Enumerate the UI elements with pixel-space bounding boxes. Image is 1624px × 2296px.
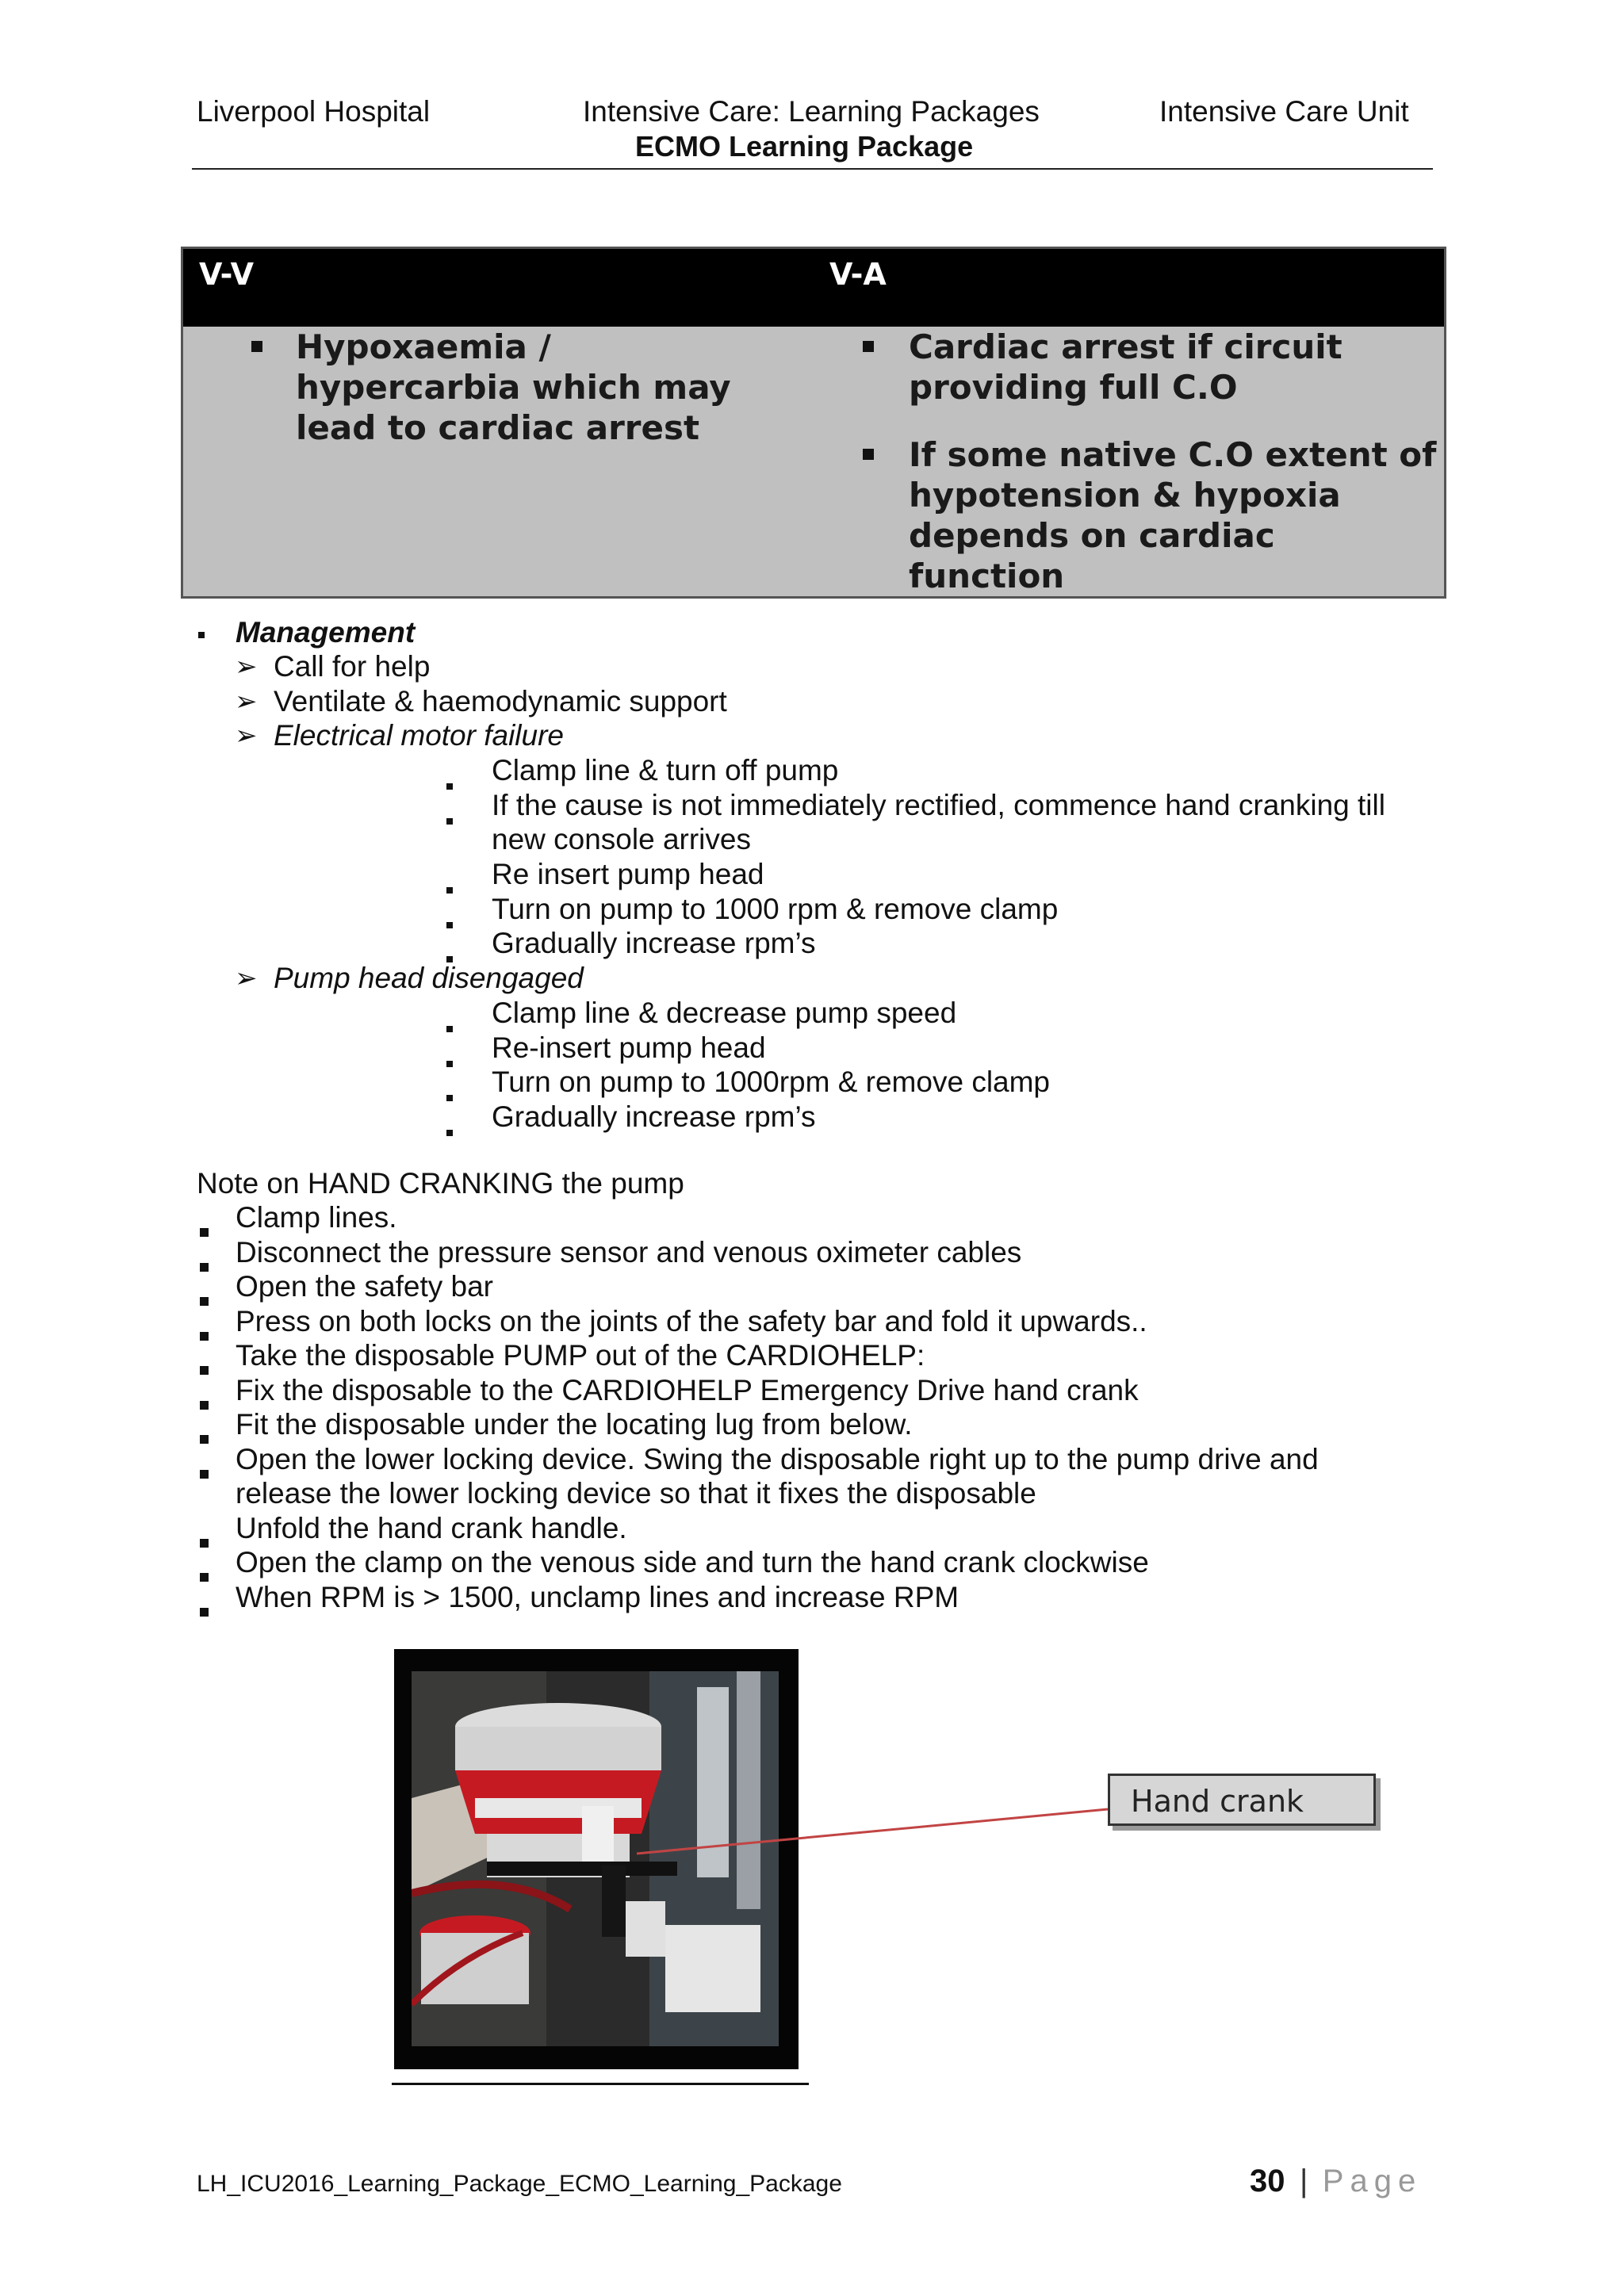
arrow-bullet-icon: ➢ <box>235 962 258 994</box>
hand-cranking-step: Take the disposable PUMP out of the CARDIOHELP: <box>236 1339 925 1372</box>
page-number: 30 <box>1250 2164 1285 2198</box>
hand-cranking-step: When RPM is > 1500, unclamp lines and increase RPM <box>236 1581 959 1613</box>
hand-cranking-step: Disconnect the pressure sensor and venous oximeter cables <box>236 1236 1022 1269</box>
electrical-step-continued: new console arrives <box>492 823 751 855</box>
arrow-bullet-icon: ➢ <box>235 686 258 718</box>
header-subtitle: ECMO Learning Package <box>635 130 974 163</box>
arrow-bullet-icon: ➢ <box>235 651 258 683</box>
hand-crank-callout: Hand crank <box>1108 1774 1376 1826</box>
pump-head-step: Turn on pump to 1000rpm & remove clamp <box>492 1066 1051 1098</box>
col-header-vv: V-V <box>182 248 814 327</box>
header-hospital: Liverpool Hospital <box>197 95 431 128</box>
pump-head-step: Clamp line & decrease pump speed <box>492 997 957 1029</box>
arrow-bullet-icon: ➢ <box>235 720 258 752</box>
header-center-title: Intensive Care: Learning Packages <box>583 95 1040 128</box>
vv-item: Hypoxaemia / hypercarbia which may lead to cardiac arrest <box>239 327 738 448</box>
electrical-step: Re insert pump head <box>492 858 764 890</box>
management-item: Call for help <box>274 650 431 683</box>
hand-cranking-step: Open the lower locking device. Swing the disposable right up to the pump drive and <box>236 1443 1319 1475</box>
footer-page-label <box>1250 2164 1422 2199</box>
va-item: If some native C.O extent of hypotension & hypoxia depends on cardiac function <box>852 434 1438 596</box>
pump-head-step: Gradually increase rpm’s <box>492 1100 816 1133</box>
management-title: Management <box>236 616 416 649</box>
hand-cranking-step: Press on both locks on the joints of the safety bar and fold it upwards.. <box>236 1305 1147 1337</box>
pump-head-step: Re-insert pump head <box>492 1031 766 1064</box>
hand-cranking-step: Open the clamp on the venous side and turn the hand crank clockwise <box>236 1546 1149 1578</box>
pump-head-title: Pump head disengaged <box>274 962 584 994</box>
va-item: Cardiac arrest if circuit providing full C.O <box>852 327 1438 408</box>
hand-cranking-step: Unfold the hand crank handle. <box>236 1512 627 1544</box>
hand-cranking-step-continued: release the lower locking device so that it fixes the disposable <box>236 1477 1036 1510</box>
electrical-failure-title: Electrical motor failure <box>274 719 565 752</box>
hand-cranking-title: Note on HAND CRANKING the pump <box>197 1167 684 1200</box>
page-word: Page <box>1322 2164 1423 2198</box>
header-unit: Intensive Care Unit <box>1159 95 1409 128</box>
hand-cranking-step: Fix the disposable to the CARDIOHELP Emergency Drive hand crank <box>236 1374 1139 1406</box>
electrical-step: If the cause is not immediately rectified, commence hand cranking till <box>492 789 1385 821</box>
electrical-step: Clamp line & turn off pump <box>492 754 839 786</box>
col-header-va: V-A <box>814 248 1446 327</box>
hand-cranking-step: Fit the disposable under the locating lug from below. <box>236 1408 913 1441</box>
electrical-step: Gradually increase rpm’s <box>492 927 816 959</box>
hand-cranking-step: Open the safety bar <box>236 1270 493 1303</box>
management-item: Ventilate & haemodynamic support <box>274 685 727 718</box>
footer-document-name: LH_ICU2016_Learning_Package_ECMO_Learning_Package <box>197 2171 842 2197</box>
electrical-step: Turn on pump to 1000 rpm & remove clamp <box>492 893 1059 925</box>
hand-cranking-step: Clamp lines. <box>236 1201 397 1234</box>
page-separator: | <box>1299 2164 1308 2198</box>
